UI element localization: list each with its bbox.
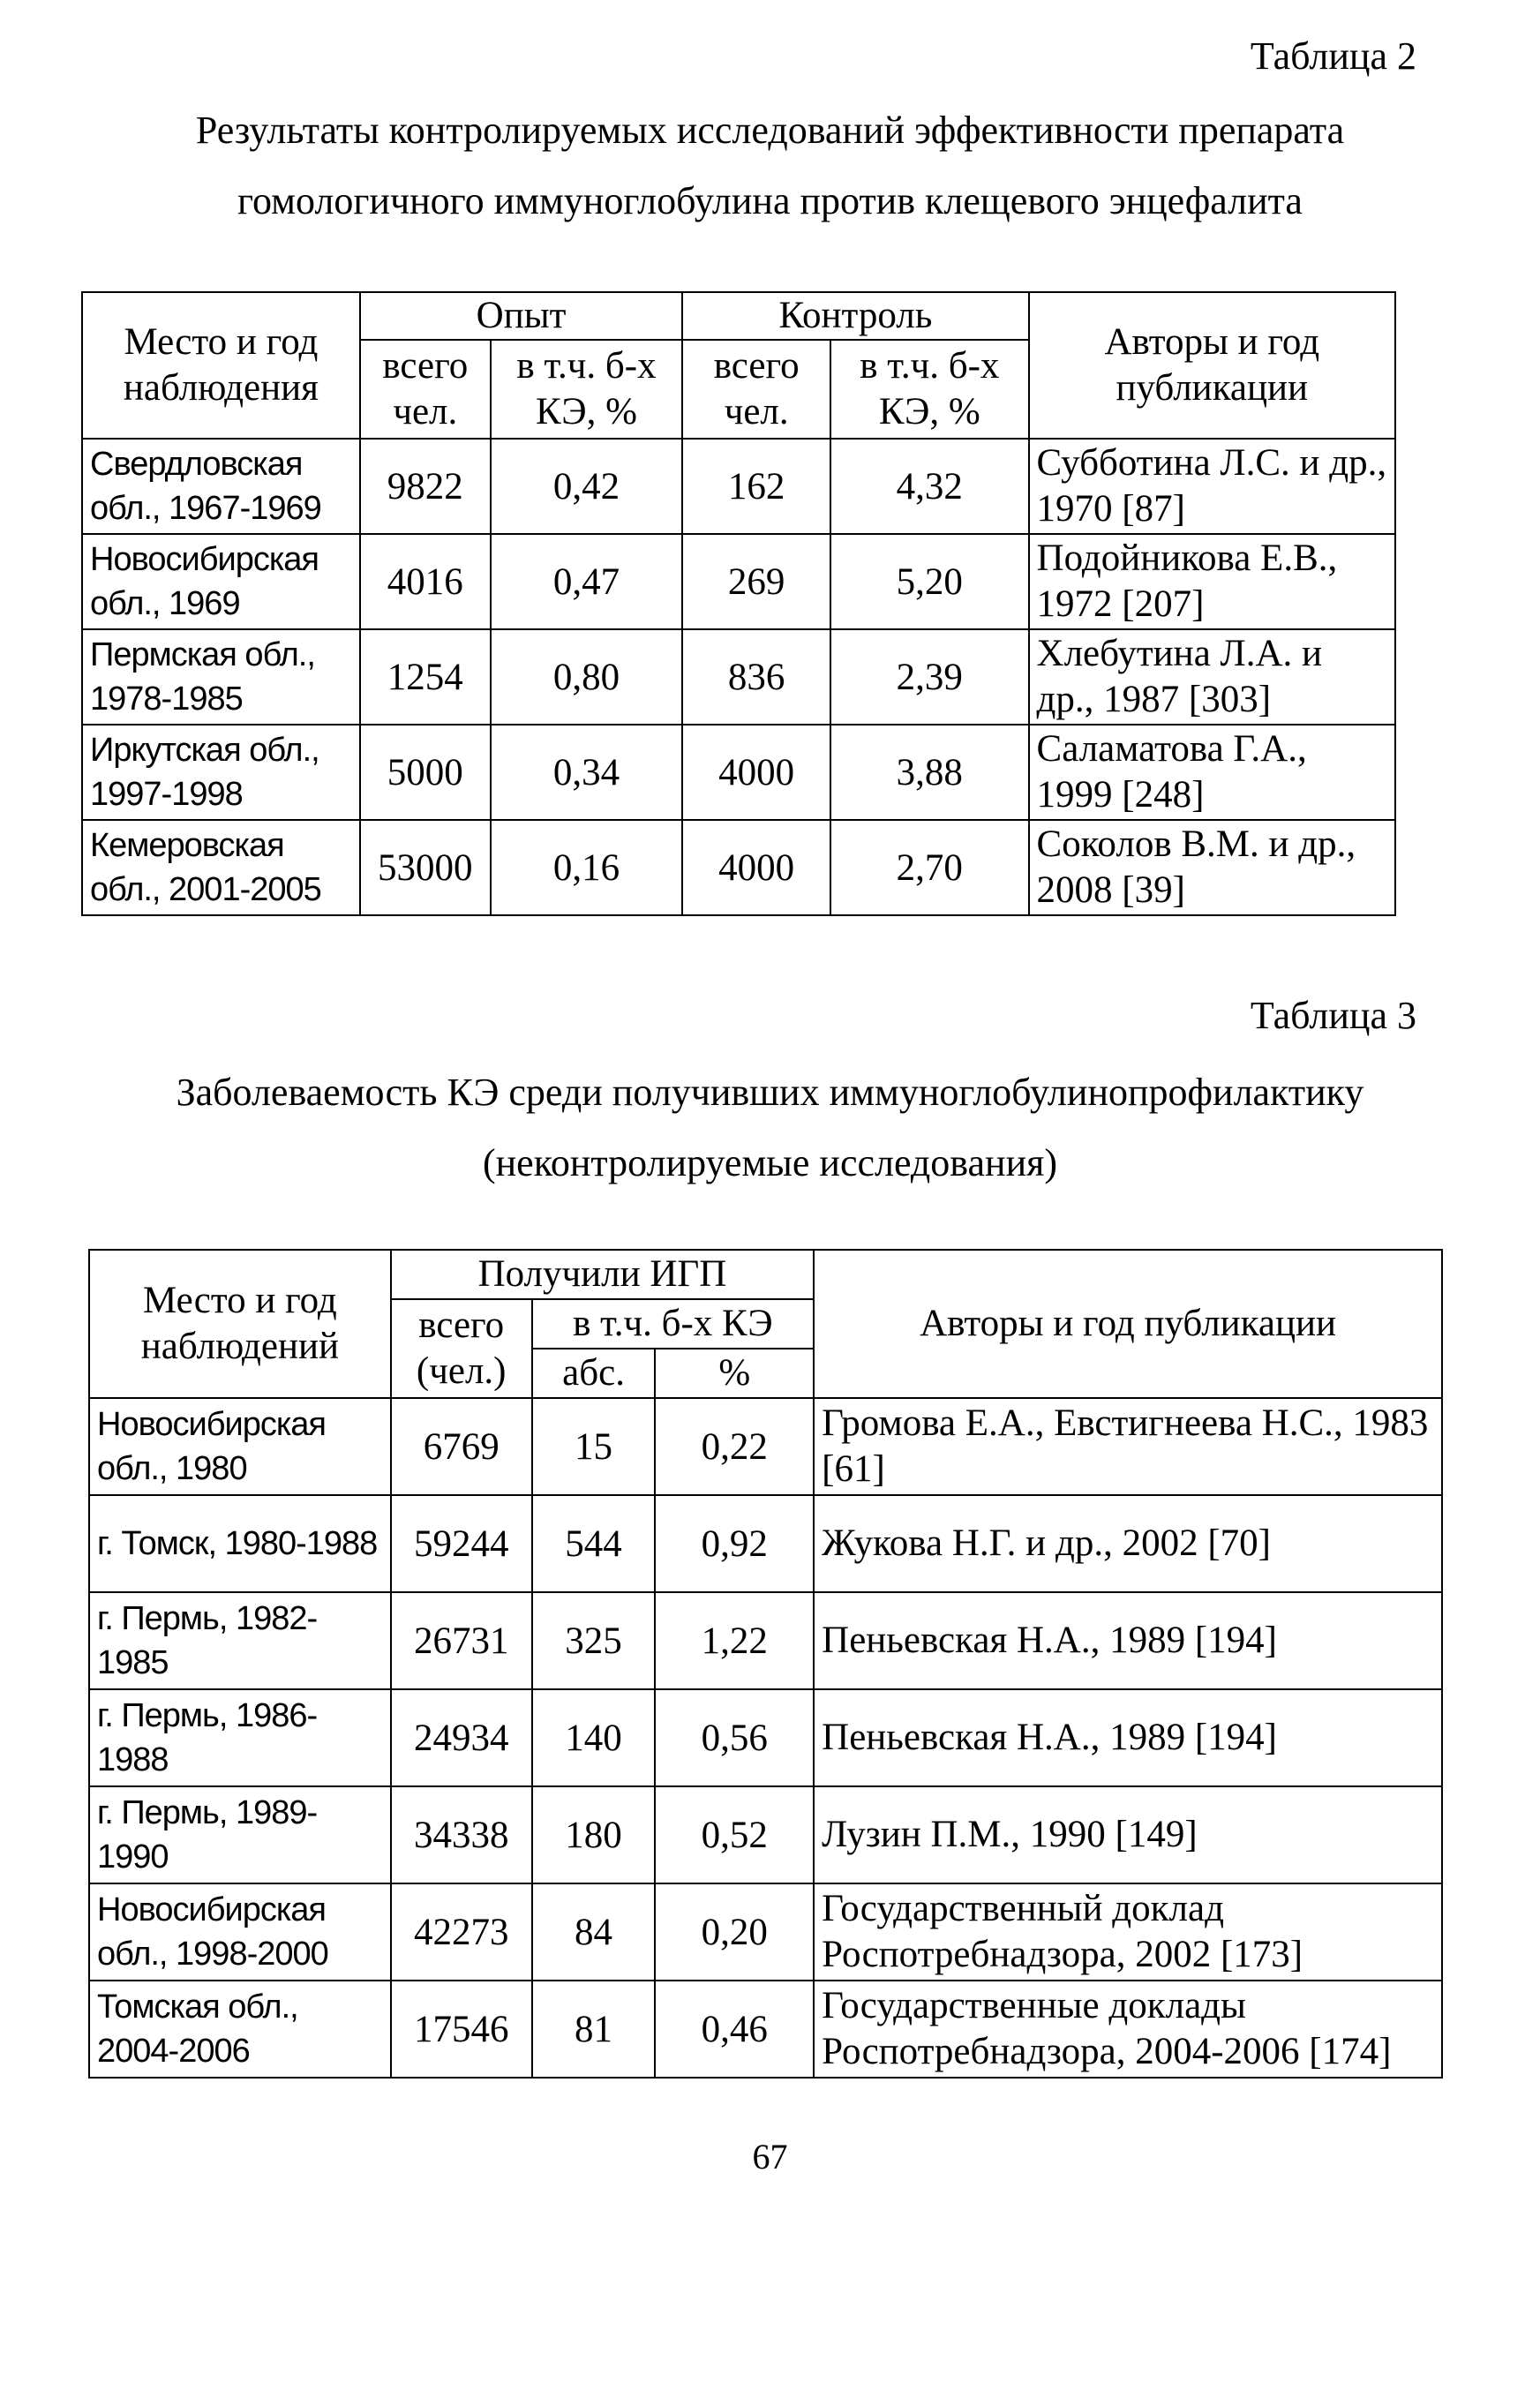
table2-cell-ctrl-ke: 2,70 [830,820,1028,915]
table2-cell-exp-total: 53000 [360,820,491,915]
table-row [82,725,1395,820]
table-row [89,1592,1442,1689]
table-row [89,1689,1442,1786]
table2-header-place: Место и год наблюдения [82,292,360,439]
table2-cell-ctrl-total: 836 [682,629,830,725]
table3-cell-abs: 15 [532,1398,656,1495]
table3-cell-total: 17546 [391,1981,532,2078]
table2-cell-ctrl-ke: 3,88 [830,725,1028,820]
table2-cell-exp-ke: 0,34 [491,725,683,820]
table3-cell-place: г. Пермь, 1982-1985 [89,1592,391,1689]
table2-header-ctrl-total: всего чел. [682,340,830,439]
table2-cell-exp-total: 1254 [360,629,491,725]
table3-cell-total: 42273 [391,1883,532,1981]
table3-cell-place: Новосибирская обл., 1980 [89,1398,391,1495]
table2-header-authors: Авторы и год публикации [1029,292,1395,439]
table2-cell-authors: Соколов В.М. и др., 2008 [39] [1029,820,1395,915]
table2-cell-exp-ke: 0,47 [491,534,683,629]
table3-cell-authors: Государственный доклад Роспотребнадзора, 2002 [173] [814,1883,1442,1981]
table2-header-experiment: Опыт [360,292,682,340]
table3-cell-place: Новосибирская обл., 1998-2000 [89,1883,391,1981]
table-row [89,1883,1442,1981]
table2-cell-ctrl-ke: 2,39 [830,629,1028,725]
table-row [89,1398,1442,1495]
table2-cell-authors: Субботина Л.С. и др., 1970 [87] [1029,439,1395,534]
table2-cell-place: Свердловская обл., 1967-1969 [82,439,360,534]
table2-cell-ctrl-total: 4000 [682,725,830,820]
table3-header-ke: в т.ч. б-х КЭ [532,1299,815,1349]
table3-cell-pct: 0,56 [655,1689,814,1786]
table3-cell-authors: Жукова Н.Г. и др., 2002 [70] [814,1495,1442,1592]
table2-cell-exp-ke: 0,80 [491,629,683,725]
page-number: 67 [752,2137,788,2176]
table3-cell-pct: 0,22 [655,1398,814,1495]
table2-cell-exp-total: 4016 [360,534,491,629]
table3-cell-pct: 0,20 [655,1883,814,1981]
table3-cell-total: 26731 [391,1592,532,1689]
table3-header-received: Получили ИГП [391,1250,814,1299]
table2-cell-ctrl-total: 162 [682,439,830,534]
table3-cell-place: г. Пермь, 1986-1988 [89,1689,391,1786]
table2-title-line2: гомологичного иммуноглобулина против клещевого энцефалита [237,179,1303,222]
table3-cell-authors: Пеньевская Н.А., 1989 [194] [814,1689,1442,1786]
table2-cell-place: Пермская обл., 1978-1985 [82,629,360,725]
table3-label: Таблица 3 [1250,994,1416,1037]
table3-cell-place: г. Пермь, 1989-1990 [89,1786,391,1883]
table2-cell-exp-ke: 0,42 [491,439,683,534]
table2-cell-authors: Подойникова Е.В., 1972 [207] [1029,534,1395,629]
table-row [89,1786,1442,1883]
table2-cell-exp-total: 5000 [360,725,491,820]
table3-cell-abs: 84 [532,1883,656,1981]
table2-label: Таблица 2 [1250,34,1416,78]
table3-cell-authors: Государственные доклады Роспотребнадзора, 2004-2006 [174] [814,1981,1442,2078]
table2-cell-ctrl-total: 269 [682,534,830,629]
table-row [82,439,1395,534]
table3-header-pct: % [655,1349,814,1398]
table2-cell-authors: Саламатова Г.А., 1999 [248] [1029,725,1395,820]
table3-cell-authors: Лузин П.М., 1990 [149] [814,1786,1442,1883]
table3-cell-abs: 140 [532,1689,656,1786]
table3-cell-authors: Громова Е.А., Евстигнеева Н.С., 1983 [61] [814,1398,1442,1495]
table3-header-authors: Авторы и год публикации [814,1250,1442,1398]
table3-cell-total: 59244 [391,1495,532,1592]
table2-cell-exp-total: 9822 [360,439,491,534]
table2-cell-place: Кемеровская обл., 2001-2005 [82,820,360,915]
table3-title-line1: Заболеваемость КЭ среди получивших иммуноглобулинопрофилактику [176,1071,1364,1114]
table2-header-exp-total: всего чел. [360,340,491,439]
table2-cell-ctrl-total: 4000 [682,820,830,915]
table3-header-place: Место и год наблюдений [89,1250,391,1398]
table3-cell-place: Томская обл., 2004-2006 [89,1981,391,2078]
table3-cell-total: 34338 [391,1786,532,1883]
table2 [81,291,1396,916]
table3-cell-total: 6769 [391,1398,532,1495]
table2-cell-place: Новосибирская обл., 1969 [82,534,360,629]
table3-cell-abs: 81 [532,1981,656,2078]
table2-cell-ctrl-ke: 4,32 [830,439,1028,534]
table2-cell-authors: Хлебутина Л.А. и др., 1987 [303] [1029,629,1395,725]
table-row [82,820,1395,915]
table2-cell-exp-ke: 0,16 [491,820,683,915]
table3-cell-pct: 0,52 [655,1786,814,1883]
table3-cell-place: г. Томск, 1980-1988 [89,1495,391,1592]
table-row [82,534,1395,629]
table3-cell-abs: 544 [532,1495,656,1592]
table2-title-line1: Результаты контролируемых исследований эффективности препарата [195,109,1345,152]
table-row [89,1981,1442,2078]
table-row [89,1495,1442,1592]
table3-header-abs: абс. [532,1349,656,1398]
table-row [82,629,1395,725]
table2-header-ctrl-ke: в т.ч. б-х КЭ, % [830,340,1028,439]
table3-cell-total: 24934 [391,1689,532,1786]
table3 [88,1249,1443,2079]
table2-cell-ctrl-ke: 5,20 [830,534,1028,629]
table2-cell-place: Иркутская обл., 1997-1998 [82,725,360,820]
table3-cell-abs: 325 [532,1592,656,1689]
table3-cell-pct: 0,46 [655,1981,814,2078]
table2-header-exp-ke: в т.ч. б-х КЭ, % [491,340,683,439]
table3-header-total: всего (чел.) [391,1299,532,1398]
table2-header-control: Контроль [682,292,1028,340]
table3-cell-abs: 180 [532,1786,656,1883]
table3-title-line2: (неконтролируемые исследования) [482,1141,1058,1184]
table3-cell-pct: 1,22 [655,1592,814,1689]
table3-cell-authors: Пеньевская Н.А., 1989 [194] [814,1592,1442,1689]
table3-cell-pct: 0,92 [655,1495,814,1592]
